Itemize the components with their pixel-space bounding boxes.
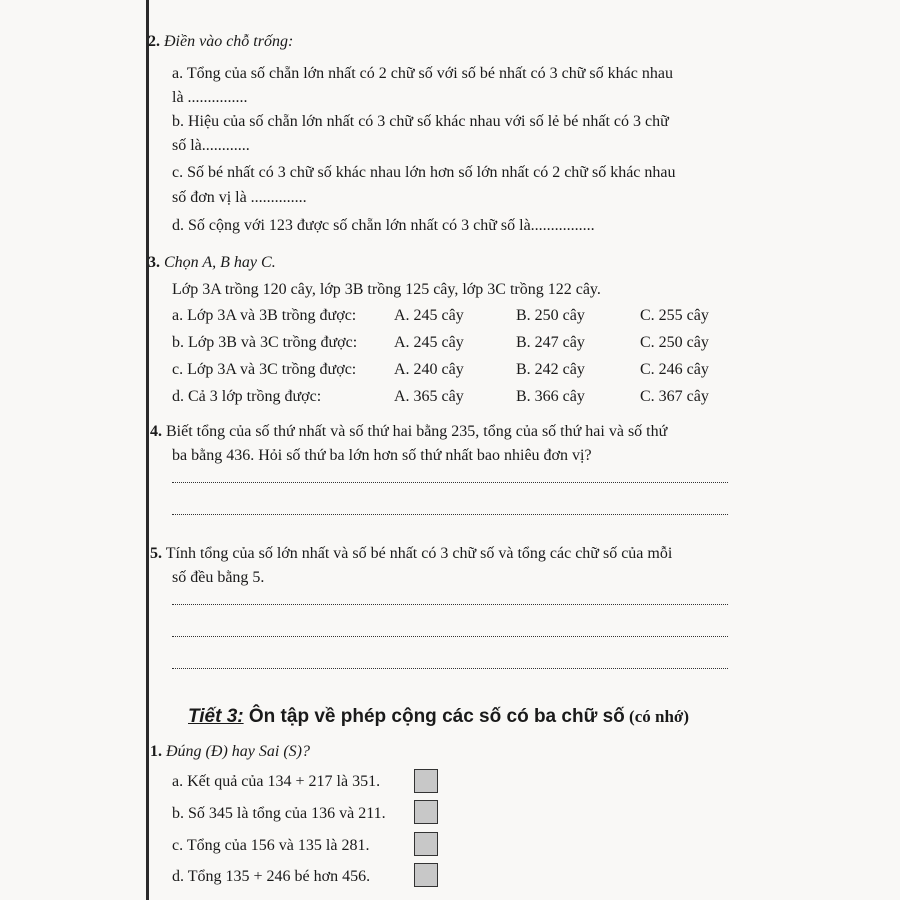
t3q1-title: Đúng (Đ) hay Sai (S)? (166, 743, 310, 760)
answer-line[interactable] (172, 602, 728, 605)
q4-text: Biết tổng của số thứ nhất và số thứ hai bằng 235, tổng của số thứ hai và số thứ (166, 423, 668, 440)
q2-title: Điền vào chỗ trống: (164, 33, 294, 50)
q2-b-line1: b. Hiệu của số chẵn lớn nhất có 3 chữ số khác nhau với số lẻ bé nhất có 3 chữ (172, 113, 669, 130)
answer-box[interactable] (414, 769, 438, 793)
q5-number: 5. (150, 545, 162, 562)
q4-number: 4. (150, 423, 162, 440)
q2-a-line1: a. Tổng của số chẵn lớn nhất có 2 chữ số với số bé nhất có 3 chữ số khác nhau (172, 65, 673, 82)
q3-option-b: B. 242 cây (516, 361, 585, 378)
q2-a-line2: là ............... (172, 89, 248, 106)
q3-option-b: B. 250 cây (516, 307, 585, 324)
answer-box[interactable] (414, 800, 438, 824)
answer-line[interactable] (172, 634, 728, 637)
q3-option-b: B. 247 cây (516, 334, 585, 351)
q3-row-label: d. Cả 3 lớp trồng được: (172, 388, 322, 405)
answer-box[interactable] (414, 832, 438, 856)
q2-c-line2: số đơn vị là .............. (172, 189, 307, 206)
q3-option-a: A. 240 cây (394, 361, 464, 378)
q3-option-a: A. 245 cây (394, 334, 464, 351)
binding-edge (146, 0, 149, 900)
q3-header (148, 253, 276, 273)
q3-row-label: b. Lớp 3B và 3C trồng được: (172, 334, 358, 351)
answer-box[interactable] (414, 863, 438, 887)
t3q1-item-a: a. Kết quả của 134 + 217 là 351. (172, 773, 381, 790)
q3-option-c: C. 250 cây (640, 334, 709, 351)
lesson-title: Ôn tập về phép cộng các số có ba chữ số (243, 706, 625, 727)
q4-line1 (150, 422, 667, 442)
q3-option-b: B. 366 cây (516, 388, 585, 405)
lesson-note: (có nhớ) (624, 707, 689, 726)
q2-c-line1: c. Số bé nhất có 3 chữ số khác nhau lớn hơn số lớn nhất có 2 chữ số khác nhau (172, 164, 676, 181)
q3-title: Chọn A, B hay C. (164, 254, 276, 271)
q3-option-a: A. 245 cây (394, 307, 464, 324)
lesson-label: Tiết 3: (188, 706, 244, 727)
q3-option-a: A. 365 cây (394, 388, 464, 405)
t3q1-item-c: c. Tổng của 156 và 135 là 281. (172, 837, 370, 854)
q3-row-label: c. Lớp 3A và 3C trồng được: (172, 361, 357, 378)
lesson-heading (188, 706, 689, 728)
q2-b-line2: số là............ (172, 137, 250, 154)
q2-number: 2. (148, 33, 160, 50)
q5-line2: số đều bằng 5. (172, 569, 265, 586)
answer-line[interactable] (172, 512, 728, 515)
q3-intro: Lớp 3A trồng 120 cây, lớp 3B trồng 125 cây, lớp 3C trồng 122 cây. (172, 281, 601, 298)
t3q1-item-d: d. Tổng 135 + 246 bé hơn 456. (172, 868, 371, 885)
q5-line1 (150, 544, 672, 564)
q3-option-c: C. 255 cây (640, 307, 709, 324)
q4-line2: ba bằng 436. Hỏi số thứ ba lớn hơn số thứ nhất bao nhiêu đơn vị? (172, 447, 592, 464)
q3-number: 3. (148, 254, 160, 271)
q3-option-c: C. 367 cây (640, 388, 709, 405)
answer-line[interactable] (172, 666, 728, 669)
q3-option-c: C. 246 cây (640, 361, 709, 378)
answer-line[interactable] (172, 480, 728, 483)
q2-d-line1: d. Số cộng với 123 được số chẵn lớn nhất có 3 chữ số là................ (172, 217, 595, 234)
t3q1-header (150, 742, 310, 762)
q5-text: Tính tổng của số lớn nhất và số bé nhất có 3 chữ số và tổng các chữ số của mỗi (165, 545, 673, 562)
t3q1-number: 1. (150, 743, 162, 760)
q2-header (148, 32, 293, 52)
t3q1-item-b: b. Số 345 là tổng của 136 và 211. (172, 805, 386, 822)
q3-row-label: a. Lớp 3A và 3B trồng được: (172, 307, 357, 324)
